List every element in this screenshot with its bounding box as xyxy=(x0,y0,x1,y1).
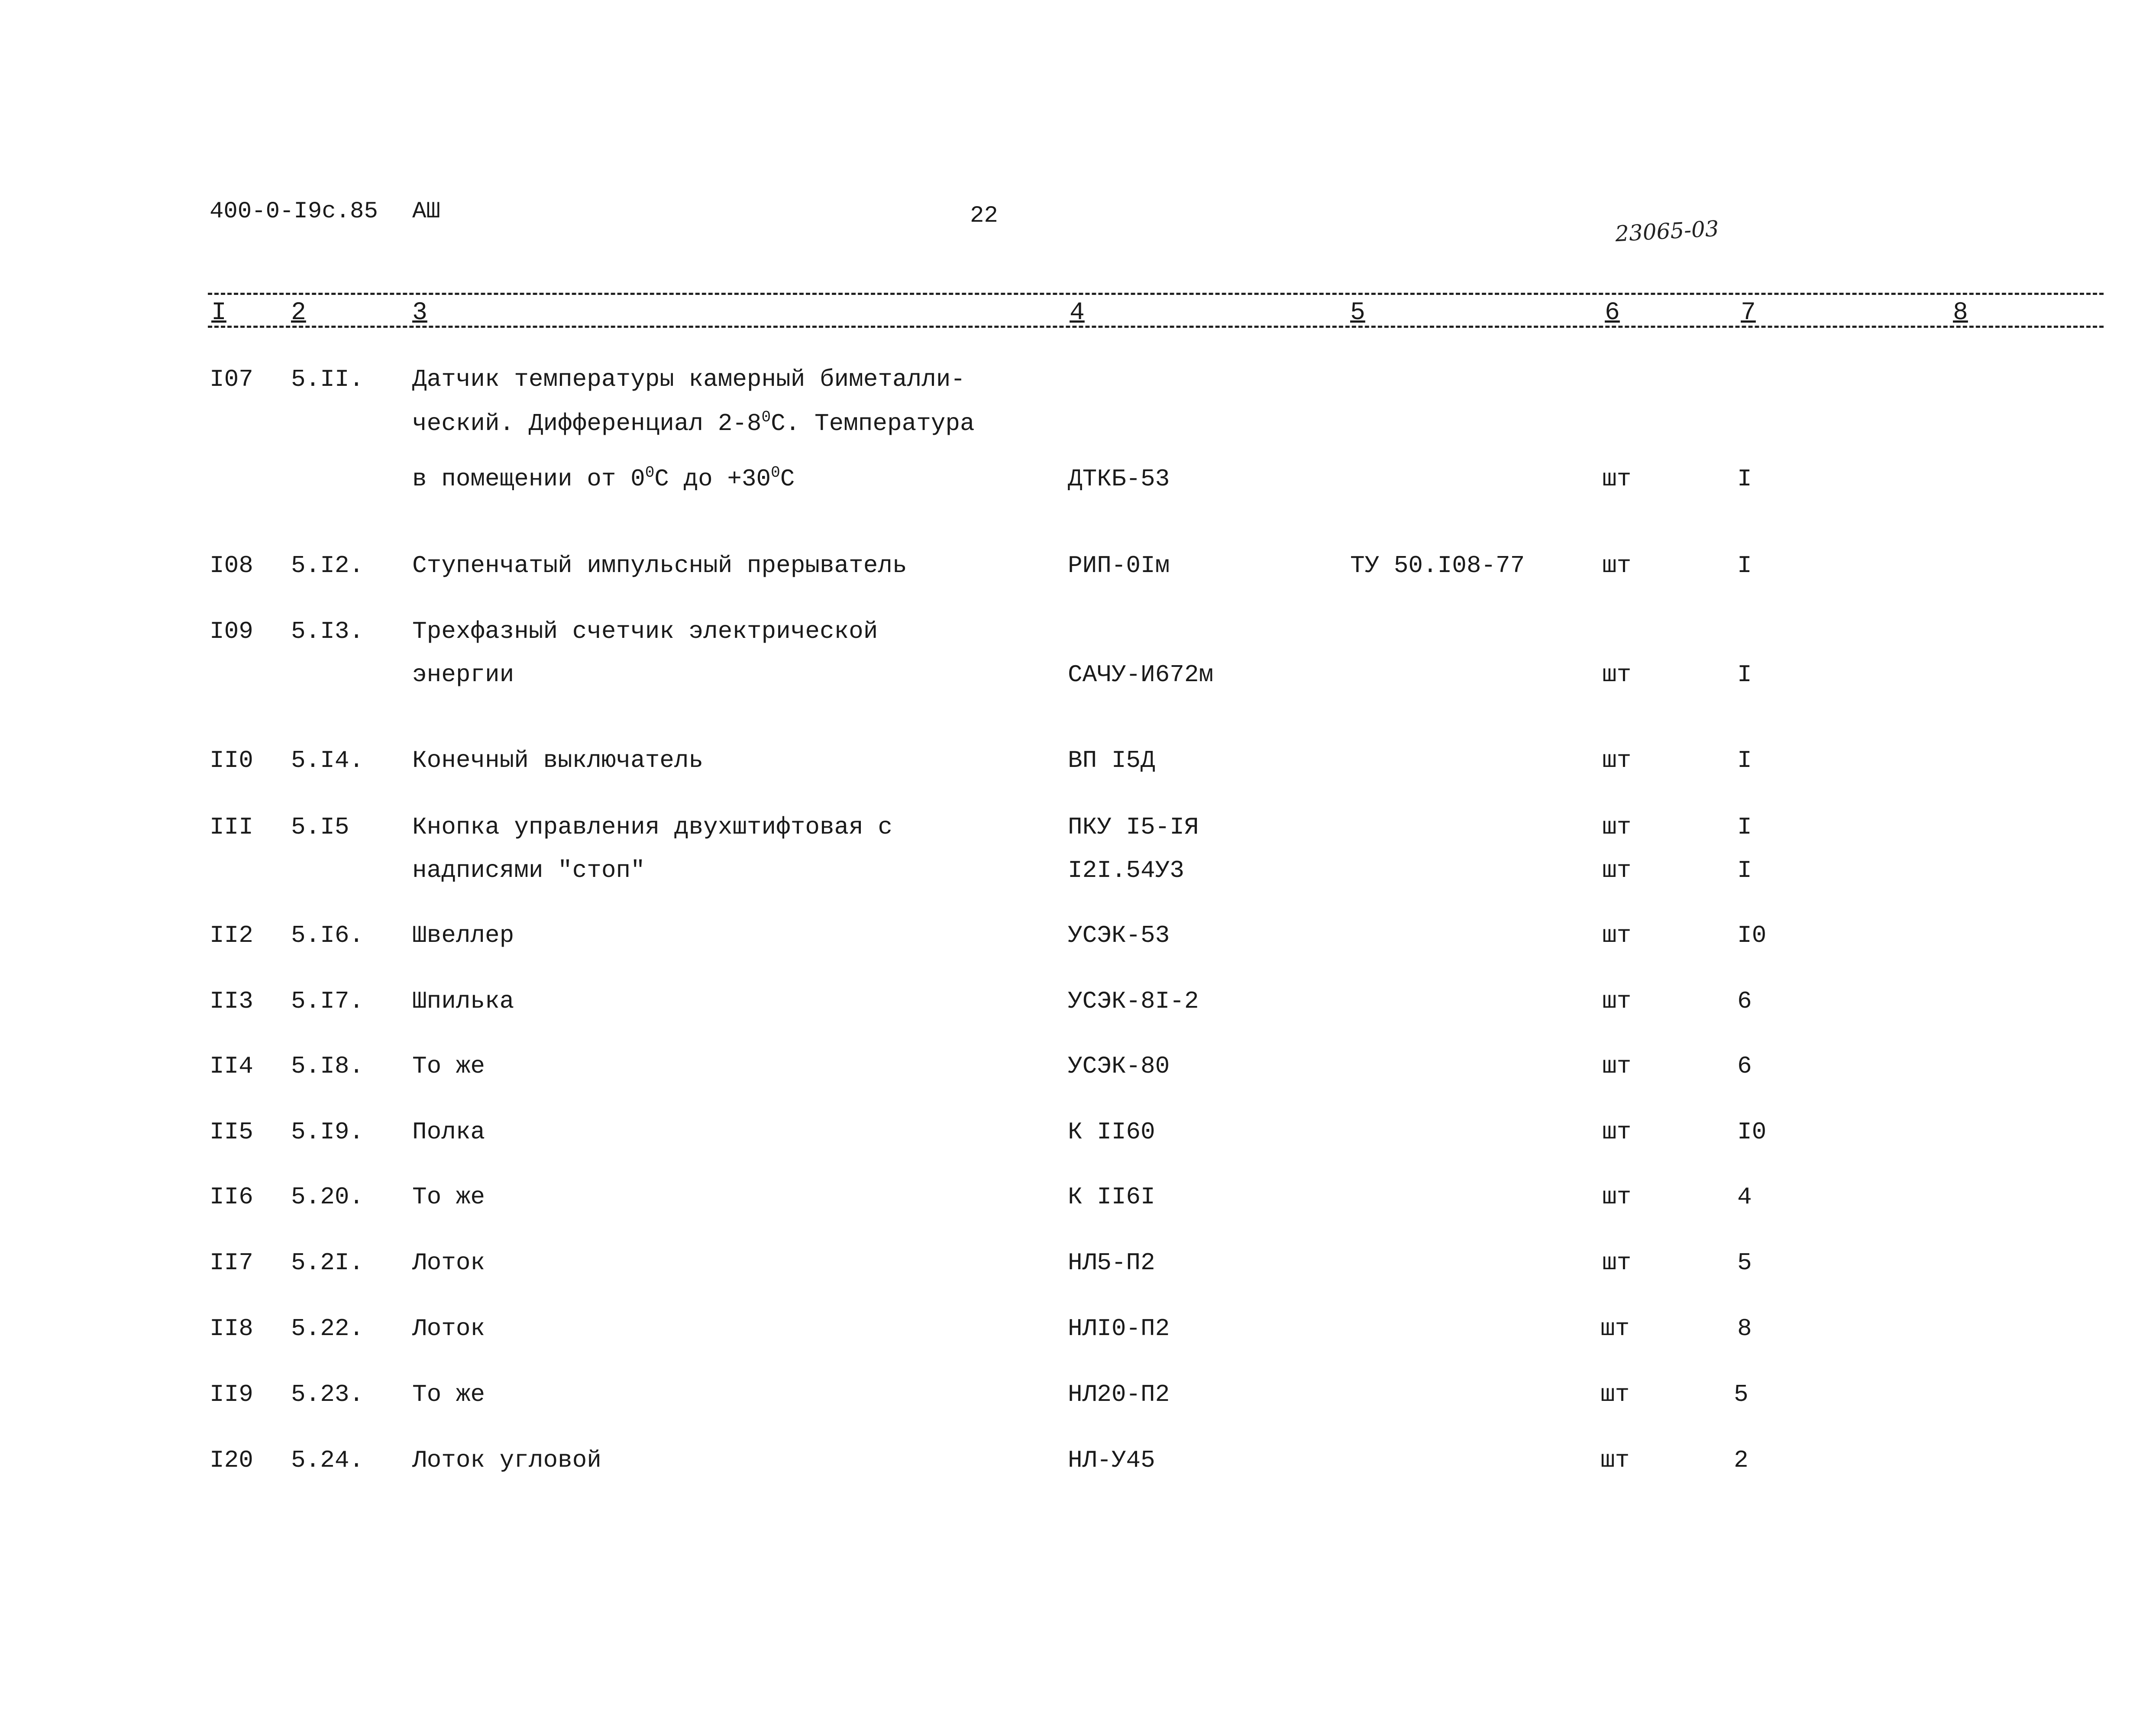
item-type: УСЭК-8I-2 xyxy=(1068,987,1199,1015)
item-unit: шт xyxy=(1600,1446,1630,1474)
item-quantity: I xyxy=(1737,661,1752,689)
item-unit: шт xyxy=(1602,1183,1632,1211)
item-name-line: Полка xyxy=(412,1118,485,1146)
row-number: III xyxy=(210,813,253,841)
item-quantity: I xyxy=(1737,747,1752,774)
item-type: К II6I xyxy=(1068,1183,1155,1211)
column-number-5: 5 xyxy=(1350,299,1365,327)
item-type: НЛ5-П2 xyxy=(1068,1249,1155,1277)
position-number: 5.24. xyxy=(291,1446,364,1474)
position-number: 5.I4. xyxy=(291,747,364,774)
item-quantity: 8 xyxy=(1737,1315,1752,1342)
column-number-8: 8 xyxy=(1953,299,1968,327)
position-number: 5.I8. xyxy=(291,1052,364,1080)
row-number: II7 xyxy=(210,1249,253,1277)
row-number: II9 xyxy=(210,1381,253,1408)
position-number: 5.I5 xyxy=(291,813,349,841)
item-quantity: 5 xyxy=(1734,1381,1749,1408)
row-number: II6 xyxy=(210,1183,253,1211)
row-number: II4 xyxy=(210,1052,253,1080)
item-name-line: Лоток угловой xyxy=(412,1446,601,1474)
item-quantity: 6 xyxy=(1737,987,1752,1015)
item-unit: шт xyxy=(1602,1052,1632,1080)
item-name-line: Датчик температуры камерный биметалли- xyxy=(412,365,966,393)
row-number: I07 xyxy=(210,365,253,393)
item-name-line: Шпилька xyxy=(412,987,514,1015)
row-number: I08 xyxy=(210,552,253,579)
item-name-line: Конечный выключатель xyxy=(412,747,704,774)
item-name-line: То же xyxy=(412,1381,485,1408)
position-number: 5.2I. xyxy=(291,1249,364,1277)
page-number: 22 xyxy=(970,203,998,229)
item-name-line: в помещении от $0^0С$ до $+30^0С$ xyxy=(412,464,795,493)
column-number-1: I xyxy=(211,299,226,327)
item-name-line: надписями "стоп" xyxy=(412,857,645,884)
item-unit: шт xyxy=(1602,747,1632,774)
item-unit: шт xyxy=(1600,1381,1630,1408)
position-number: 5.I3. xyxy=(291,618,364,645)
item-name-line: Трехфазный счетчик электрической xyxy=(412,618,878,645)
position-number: 5.23. xyxy=(291,1381,364,1408)
column-number-7: 7 xyxy=(1741,299,1756,327)
position-number: 5.I6. xyxy=(291,922,364,949)
item-quantity: I0 xyxy=(1737,1118,1767,1146)
row-number: II8 xyxy=(210,1315,253,1342)
item-name-line: То же xyxy=(412,1183,485,1211)
item-type: УСЭК-53 xyxy=(1068,922,1170,949)
item-type: ДТКБ-53 xyxy=(1068,465,1170,493)
item-quantity: I xyxy=(1737,813,1752,841)
item-name-line: энергии xyxy=(412,661,514,689)
item-type: САЧУ-И672м xyxy=(1068,661,1214,689)
column-number-3: 3 xyxy=(412,299,427,327)
row-number: I09 xyxy=(210,618,253,645)
item-unit: шт xyxy=(1602,1249,1632,1277)
position-number: 5.II. xyxy=(291,365,364,393)
position-number: 5.22. xyxy=(291,1315,364,1342)
item-type: К II60 xyxy=(1068,1118,1155,1146)
item-type: НЛ20-П2 xyxy=(1068,1381,1170,1408)
header-bottom-rule xyxy=(208,326,2104,328)
item-type: УСЭК-80 xyxy=(1068,1052,1170,1080)
item-unit: шт xyxy=(1600,1315,1630,1342)
item-type: НЛI0-П2 xyxy=(1068,1315,1170,1342)
item-name-line: Кнопка управления двухштифтовая с xyxy=(412,813,892,841)
item-name-line: Швеллер xyxy=(412,922,514,949)
item-type: ВП I5Д xyxy=(1068,747,1155,774)
item-type: НЛ-У45 xyxy=(1068,1446,1155,1474)
item-name-line: Лоток xyxy=(412,1249,485,1277)
position-number: 5.20. xyxy=(291,1183,364,1211)
item-quantity: I0 xyxy=(1737,922,1767,949)
header-top-rule xyxy=(208,293,2104,295)
item-quantity: 2 xyxy=(1734,1446,1749,1474)
column-number-4: 4 xyxy=(1070,299,1085,327)
item-quantity: 4 xyxy=(1737,1183,1752,1211)
item-type: ПКУ I5-IЯ xyxy=(1068,813,1199,841)
row-number: II0 xyxy=(210,747,253,774)
item-unit: шт xyxy=(1602,661,1632,689)
item-quantity: 6 xyxy=(1737,1052,1752,1080)
handwritten-archive-number: 23065-03 xyxy=(1614,216,1720,247)
row-number: II5 xyxy=(210,1118,253,1146)
item-unit: шт xyxy=(1602,922,1632,949)
row-number: II2 xyxy=(210,922,253,949)
section-code: АШ xyxy=(412,198,440,225)
item-unit: шт xyxy=(1602,552,1632,579)
item-name-line: Ступенчатый импульсный прерыватель xyxy=(412,552,907,579)
column-number-6: 6 xyxy=(1605,299,1620,327)
item-type: I2I.54У3 xyxy=(1068,857,1184,884)
item-unit: шт xyxy=(1602,465,1632,493)
item-name-line: ческий. Дифференциал $2-8^0С$. Температура xyxy=(412,408,975,437)
position-number: 5.I9. xyxy=(291,1118,364,1146)
item-document: ТУ 50.I08-77 xyxy=(1350,552,1525,579)
row-number: I20 xyxy=(210,1446,253,1474)
item-name-line: То же xyxy=(412,1052,485,1080)
row-number: II3 xyxy=(210,987,253,1015)
item-quantity: I xyxy=(1737,552,1752,579)
document-code: 400-0-I9с.85 xyxy=(210,198,378,225)
item-unit: шт xyxy=(1602,857,1632,884)
position-number: 5.I7. xyxy=(291,987,364,1015)
item-type: РИП-0Iм xyxy=(1068,552,1170,579)
item-quantity: I xyxy=(1737,857,1752,884)
item-unit: шт xyxy=(1602,813,1632,841)
item-name-line: Лоток xyxy=(412,1315,485,1342)
item-unit: шт xyxy=(1602,987,1632,1015)
item-quantity: I xyxy=(1737,465,1752,493)
position-number: 5.I2. xyxy=(291,552,364,579)
column-number-2: 2 xyxy=(291,299,306,327)
item-unit: шт xyxy=(1602,1118,1632,1146)
item-quantity: 5 xyxy=(1737,1249,1752,1277)
